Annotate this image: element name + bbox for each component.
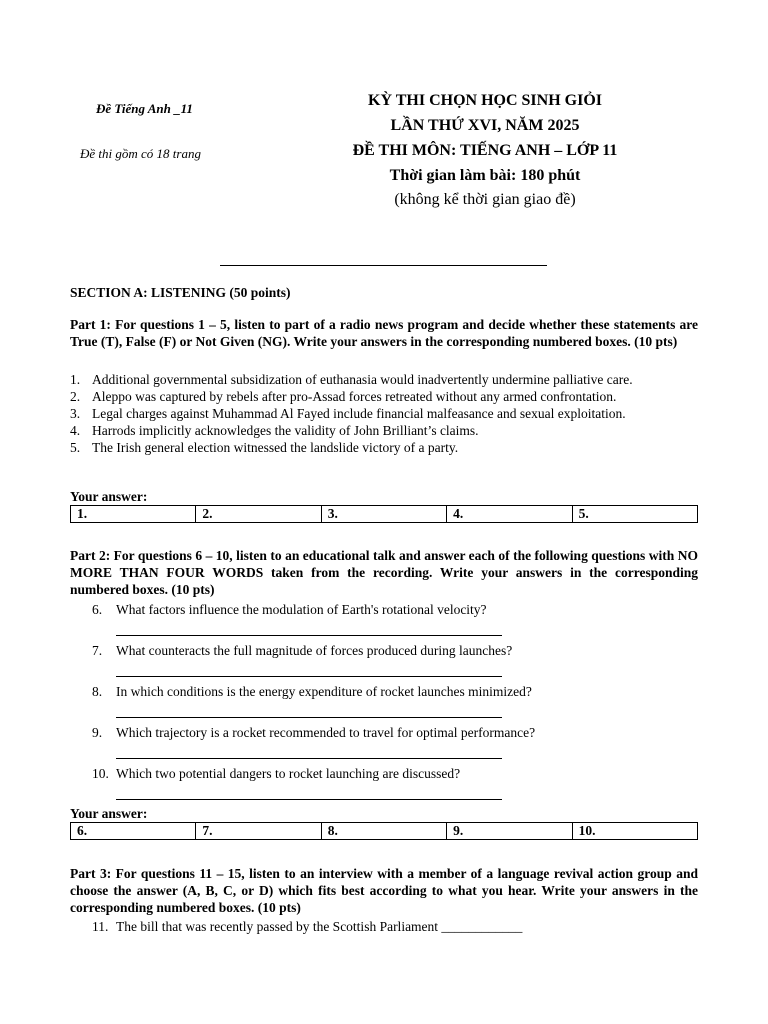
item-number: 8. [92,684,103,699]
part2-heading: Part 2: For questions 6 – 10, listen to an educational talk and answer each of the following questions with NO MORE THAN FOUR WORDS taken from the recording. Write your answers in the corresponding numbered boxes. (10 pts) [70,548,698,597]
list-item [70,422,698,439]
exam-title-line-1: KỲ THI CHỌN HỌC SINH GIỎI [368,92,602,109]
part1-answer-table [70,505,698,523]
answer-box-8[interactable]: 8. [321,823,446,840]
section-a-title: SECTION A: LISTENING (50 points) [70,285,291,300]
list-item [70,405,698,422]
item-text: Which trajectory is a rocket recommended to travel for optimal performance? [116,725,536,740]
item-number: 5. [70,440,81,455]
item-number: 9. [92,725,103,740]
item-text: What factors influence the modulation of Earth's rotational velocity? [116,602,487,617]
list-item [70,388,698,405]
part2-question-8 [92,683,702,718]
answer-line[interactable] [116,659,502,677]
item-number: 10. [92,766,109,781]
item-text: Harrods implicitly acknowledges the validity of John Brilliant’s claims. [92,423,479,438]
list-item [70,439,698,456]
list-item [70,371,698,388]
part2-answer-label: Your answer: [70,806,148,821]
answer-box-9[interactable]: 9. [447,823,572,840]
answer-box-10[interactable]: 10. [572,823,697,840]
item-number: 7. [92,643,103,658]
exam-title-line-2: LẦN THỨ XVI, NĂM 2025 [390,117,580,134]
page-count: Đề thi gồm có 18 trang [80,146,201,161]
exam-subject: ĐỀ THI MÔN: TIẾNG ANH – LỚP 11 [352,142,618,159]
part2-question-7 [92,642,702,677]
item-text: The bill that was recently passed by the Scottish Parliament ____________ [116,919,523,934]
item-number: 6. [92,602,103,617]
part3-question-11 [92,918,702,935]
answer-line[interactable] [116,782,502,800]
exam-time-note: (không kể thời gian giao đề) [394,191,576,208]
item-text: Legal charges against Muhammad Al Fayed include financial malfeasance and sexual exploitation. [92,406,626,421]
item-text: In which conditions is the energy expenditure of rocket launches minimized? [116,684,532,699]
answer-line[interactable] [116,741,502,759]
answer-box-4[interactable]: 4. [447,506,572,523]
part1-heading: Part 1: For questions 1 – 5, listen to part of a radio news program and decide whether these statements are True (T), False (F) or Not Given (NG). Write your answers in the corresponding numbered boxes. (10 pts) [70,317,698,349]
exam-code: Đề Tiếng Anh _11 [96,101,193,116]
item-number: 4. [70,423,81,438]
header-divider [220,265,547,266]
answer-box-7[interactable]: 7. [196,823,321,840]
item-number: 11. [92,919,109,934]
answer-line[interactable] [116,618,502,636]
answer-box-5[interactable]: 5. [572,506,697,523]
part2-answer-table [70,822,698,840]
exam-time: Thời gian làm bài: 180 phút [389,167,581,184]
item-text: What counteracts the full magnitude of forces produced during launches? [116,643,513,658]
part2-question-10 [92,765,702,800]
answer-line[interactable] [116,700,502,718]
part3-heading: Part 3: For questions 11 – 15, listen to an interview with a member of a language revival action group and choose the answer (A, B, C, or D) which fits best according to what you hear. Write your answers in the corresponding numbered boxes. (10 pts) [70,866,698,915]
item-number: 2. [70,389,81,404]
answer-box-1[interactable]: 1. [71,506,196,523]
part1-answer-label: Your answer: [70,489,148,504]
item-text: The Irish general election witnessed the landslide victory of a party. [92,440,459,455]
answer-box-6[interactable]: 6. [71,823,196,840]
answer-box-3[interactable]: 3. [321,506,446,523]
item-number: 3. [70,406,81,421]
item-text: Which two potential dangers to rocket launching are discussed? [116,766,461,781]
item-number: 1. [70,372,81,387]
part1-statements [70,371,698,456]
answer-box-2[interactable]: 2. [196,506,321,523]
part2-question-9 [92,724,702,759]
item-text: Aleppo was captured by rebels after pro-Assad forces retreated without any armed confrontation. [92,389,617,404]
item-text: Additional governmental subsidization of euthanasia would inadvertently undermine palliative care. [92,372,633,387]
part2-question-6 [92,601,702,636]
